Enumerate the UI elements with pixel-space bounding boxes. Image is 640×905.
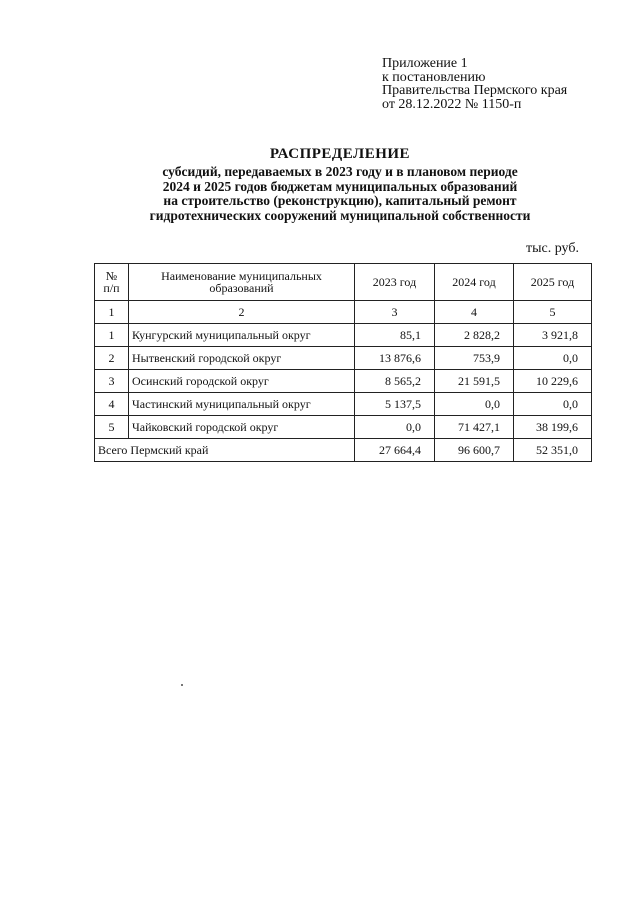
row-name: Чайковский городской округ <box>129 416 355 439</box>
row-2024: 71 427,1 <box>435 416 514 439</box>
total-2023: 27 664,4 <box>355 439 435 462</box>
header-num-line: п/п <box>103 281 120 295</box>
row-num: 2 <box>95 347 129 370</box>
annex-line: Приложение 1 <box>382 56 468 71</box>
annex-line: от 28.12.2022 № 1150-п <box>382 96 522 112</box>
row-2023: 13 876,6 <box>355 347 435 370</box>
row-2023: 5 137,5 <box>355 393 435 416</box>
header-2025: 2025 год <box>514 264 592 301</box>
subtitle-line: субсидий, передаваемых в 2023 году и в плановом периоде <box>162 164 518 179</box>
column-number: 2 <box>129 301 355 324</box>
document-subtitle <box>100 165 580 223</box>
subtitle-line: на строительство (реконструкцию), капитальный ремонт <box>163 193 517 208</box>
table-row <box>95 393 592 416</box>
row-name: Частинский муниципальный округ <box>129 393 355 416</box>
table-row <box>95 416 592 439</box>
total-label: Всего Пермский край <box>95 439 355 462</box>
row-2025: 0,0 <box>514 393 592 416</box>
document-title: РАСПРЕДЕЛЕНИЕ <box>269 146 411 162</box>
annex-line: Правительства Пермского края <box>382 83 568 98</box>
header-num-line: № <box>105 269 118 283</box>
table-row <box>95 347 592 370</box>
scan-speck <box>181 684 183 686</box>
column-number: 3 <box>355 301 435 324</box>
row-num: 5 <box>95 416 129 439</box>
header-num <box>95 264 129 301</box>
row-2024: 2 828,2 <box>435 324 514 347</box>
header-2023: 2023 год <box>355 264 435 301</box>
header-name <box>129 264 355 301</box>
row-name: Кунгурский муниципальный округ <box>129 324 355 347</box>
distribution-table <box>94 263 592 462</box>
total-2024: 96 600,7 <box>435 439 514 462</box>
total-row <box>95 439 592 462</box>
row-name: Нытвенский городской округ <box>129 347 355 370</box>
annex-heading <box>382 57 567 111</box>
table-header-row <box>95 264 592 301</box>
row-2024: 0,0 <box>435 393 514 416</box>
row-num: 1 <box>95 324 129 347</box>
row-2025: 3 921,8 <box>514 324 592 347</box>
column-number: 5 <box>514 301 592 324</box>
header-2024: 2024 год <box>435 264 514 301</box>
column-number: 4 <box>435 301 514 324</box>
table-row <box>95 324 592 347</box>
row-2025: 38 199,6 <box>514 416 592 439</box>
row-2024: 753,9 <box>435 347 514 370</box>
subtitle-line: 2024 и 2025 годов бюджетам муниципальных образований <box>162 178 518 194</box>
table-row <box>95 370 592 393</box>
annex-line: к постановлению <box>382 69 486 85</box>
units-label: тыс. руб. <box>526 241 579 256</box>
row-2023: 8 565,2 <box>355 370 435 393</box>
column-number: 1 <box>95 301 129 324</box>
row-2023: 0,0 <box>355 416 435 439</box>
row-num: 4 <box>95 393 129 416</box>
header-name-line: образований <box>209 281 274 295</box>
column-number-row <box>95 301 592 324</box>
header-name-line: Наименование муниципальных <box>161 269 322 283</box>
row-2023: 85,1 <box>355 324 435 347</box>
row-2025: 0,0 <box>514 347 592 370</box>
row-2025: 10 229,6 <box>514 370 592 393</box>
subtitle-line: гидротехнических сооружений муниципальной собственности <box>149 207 531 223</box>
row-name: Осинский городской округ <box>129 370 355 393</box>
row-2024: 21 591,5 <box>435 370 514 393</box>
total-2025: 52 351,0 <box>514 439 592 462</box>
row-num: 3 <box>95 370 129 393</box>
